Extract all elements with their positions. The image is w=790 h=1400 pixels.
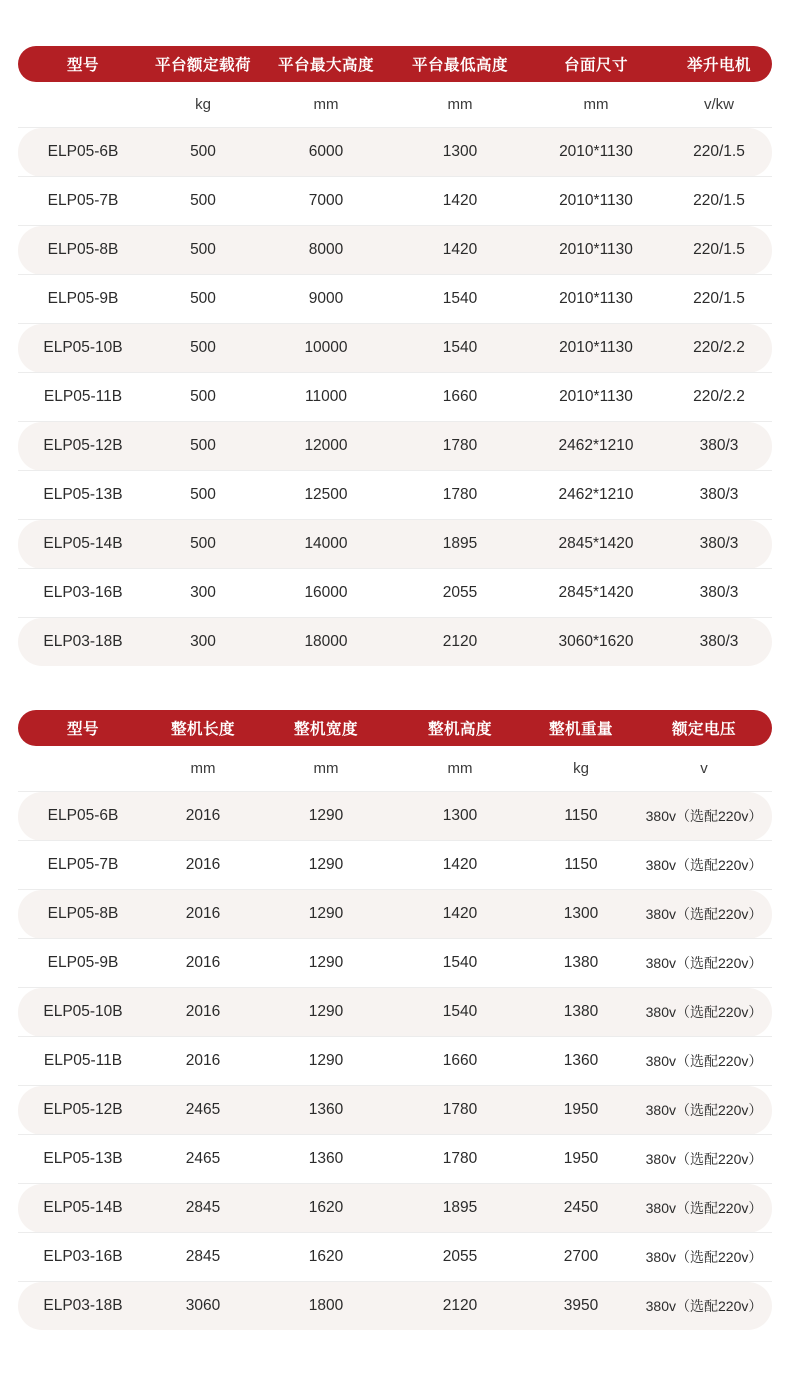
cell-model: ELP05-8B: [18, 890, 148, 939]
cell-machine-weight: 1950: [526, 1086, 636, 1135]
cell-min-height: 1780: [394, 471, 526, 520]
cell-model: ELP03-16B: [18, 569, 148, 618]
table-header-row: [18, 710, 772, 746]
cell-lift-motor: 220/1.5: [666, 177, 772, 226]
cell-max-height: 14000: [258, 520, 394, 569]
cell-rated-voltage: 380v（选配220v）: [636, 1184, 772, 1233]
cell-model: ELP05-13B: [18, 1135, 148, 1184]
cell-rated-load: 500: [148, 471, 258, 520]
cell-rated-load: 500: [148, 177, 258, 226]
cell-model: ELP05-8B: [18, 226, 148, 275]
unit-cell-model: [18, 746, 148, 792]
column-header-machine-weight: 整机重量: [526, 710, 636, 746]
unit-cell-model: [18, 82, 148, 128]
cell-model: ELP03-18B: [18, 1282, 148, 1331]
table-body: [18, 746, 772, 1330]
cell-machine-height: 1660: [394, 1037, 526, 1086]
column-header-lift-motor: 举升电机: [666, 46, 772, 82]
cell-rated-load: 500: [148, 128, 258, 177]
unit-row: [18, 82, 772, 128]
table-row: [18, 128, 772, 177]
cell-lift-motor: 380/3: [666, 618, 772, 667]
cell-max-height: 9000: [258, 275, 394, 324]
cell-machine-width: 1290: [258, 939, 394, 988]
table-row: [18, 471, 772, 520]
cell-model: ELP05-10B: [18, 324, 148, 373]
column-header-model: 型号: [18, 710, 148, 746]
cell-machine-weight: 1300: [526, 890, 636, 939]
table-row: [18, 422, 772, 471]
cell-rated-load: 500: [148, 226, 258, 275]
cell-machine-height: 1780: [394, 1135, 526, 1184]
cell-min-height: 2055: [394, 569, 526, 618]
cell-lift-motor: 220/1.5: [666, 226, 772, 275]
cell-rated-voltage: 380v（选配220v）: [636, 1086, 772, 1135]
cell-machine-length: 3060: [148, 1282, 258, 1331]
cell-max-height: 18000: [258, 618, 394, 667]
cell-model: ELP05-12B: [18, 422, 148, 471]
cell-machine-width: 1290: [258, 890, 394, 939]
table-row: [18, 1233, 772, 1282]
cell-machine-height: 1420: [394, 841, 526, 890]
unit-cell-lift-motor: v/kw: [666, 82, 772, 128]
cell-machine-height: 1540: [394, 988, 526, 1037]
table-header: [18, 46, 772, 82]
unit-cell-machine-length: mm: [148, 746, 258, 792]
cell-platform-size: 2010*1130: [526, 373, 666, 422]
table-header: [18, 710, 772, 746]
table-row: [18, 1184, 772, 1233]
cell-model: ELP05-14B: [18, 1184, 148, 1233]
cell-model: ELP05-9B: [18, 275, 148, 324]
cell-rated-load: 500: [148, 324, 258, 373]
cell-model: ELP05-7B: [18, 841, 148, 890]
cell-min-height: 1895: [394, 520, 526, 569]
cell-rated-load: 500: [148, 520, 258, 569]
cell-machine-height: 1895: [394, 1184, 526, 1233]
cell-lift-motor: 380/3: [666, 569, 772, 618]
cell-machine-height: 2055: [394, 1233, 526, 1282]
cell-machine-length: 2016: [148, 841, 258, 890]
cell-platform-size: 2845*1420: [526, 520, 666, 569]
column-header-min-height: 平台最低高度: [394, 46, 526, 82]
cell-rated-voltage: 380v（选配220v）: [636, 1233, 772, 1282]
unit-cell-rated-voltage: v: [636, 746, 772, 792]
cell-model: ELP03-16B: [18, 1233, 148, 1282]
cell-rated-load: 300: [148, 569, 258, 618]
cell-machine-width: 1360: [258, 1086, 394, 1135]
column-header-machine-height: 整机高度: [394, 710, 526, 746]
cell-rated-voltage: 380v（选配220v）: [636, 1135, 772, 1184]
cell-platform-size: 2010*1130: [526, 177, 666, 226]
unit-cell-max-height: mm: [258, 82, 394, 128]
cell-machine-length: 2016: [148, 1037, 258, 1086]
cell-machine-length: 2016: [148, 988, 258, 1037]
cell-machine-width: 1620: [258, 1184, 394, 1233]
cell-lift-motor: 220/2.2: [666, 373, 772, 422]
cell-lift-motor: 380/3: [666, 422, 772, 471]
cell-rated-load: 500: [148, 422, 258, 471]
cell-rated-load: 300: [148, 618, 258, 667]
cell-machine-length: 2845: [148, 1233, 258, 1282]
cell-platform-size: 2010*1130: [526, 275, 666, 324]
cell-machine-width: 1800: [258, 1282, 394, 1331]
cell-rated-load: 500: [148, 275, 258, 324]
cell-min-height: 1300: [394, 128, 526, 177]
cell-machine-weight: 1360: [526, 1037, 636, 1086]
table-row: [18, 988, 772, 1037]
cell-machine-weight: 1950: [526, 1135, 636, 1184]
cell-machine-width: 1290: [258, 841, 394, 890]
cell-lift-motor: 380/3: [666, 471, 772, 520]
table-row: [18, 226, 772, 275]
cell-min-height: 1660: [394, 373, 526, 422]
cell-rated-voltage: 380v（选配220v）: [636, 890, 772, 939]
table-row: [18, 1037, 772, 1086]
cell-platform-size: 2845*1420: [526, 569, 666, 618]
machine-dimension-table: [18, 710, 772, 1330]
cell-machine-length: 2845: [148, 1184, 258, 1233]
cell-min-height: 2120: [394, 618, 526, 667]
cell-machine-weight: 1380: [526, 939, 636, 988]
table-row: [18, 792, 772, 841]
cell-platform-size: 2010*1130: [526, 226, 666, 275]
cell-machine-width: 1360: [258, 1135, 394, 1184]
cell-lift-motor: 220/2.2: [666, 324, 772, 373]
unit-row: [18, 746, 772, 792]
column-header-model: 型号: [18, 46, 148, 82]
cell-machine-width: 1620: [258, 1233, 394, 1282]
cell-model: ELP05-6B: [18, 128, 148, 177]
table-row: [18, 275, 772, 324]
cell-machine-weight: 1150: [526, 792, 636, 841]
column-header-machine-width: 整机宽度: [258, 710, 394, 746]
cell-max-height: 16000: [258, 569, 394, 618]
cell-machine-length: 2016: [148, 792, 258, 841]
cell-machine-weight: 3950: [526, 1282, 636, 1331]
cell-machine-length: 2465: [148, 1135, 258, 1184]
cell-rated-voltage: 380v（选配220v）: [636, 841, 772, 890]
column-header-rated-load: 平台额定载荷: [148, 46, 258, 82]
cell-lift-motor: 380/3: [666, 520, 772, 569]
cell-rated-voltage: 380v（选配220v）: [636, 792, 772, 841]
cell-machine-weight: 2700: [526, 1233, 636, 1282]
platform-spec-table-block: [18, 0, 772, 666]
cell-max-height: 8000: [258, 226, 394, 275]
unit-cell-machine-height: mm: [394, 746, 526, 792]
cell-max-height: 7000: [258, 177, 394, 226]
cell-model: ELP05-12B: [18, 1086, 148, 1135]
cell-model: ELP05-11B: [18, 373, 148, 422]
cell-model: ELP05-9B: [18, 939, 148, 988]
unit-cell-min-height: mm: [394, 82, 526, 128]
cell-model: ELP05-7B: [18, 177, 148, 226]
cell-lift-motor: 220/1.5: [666, 275, 772, 324]
cell-machine-height: 2120: [394, 1282, 526, 1331]
cell-machine-height: 1300: [394, 792, 526, 841]
unit-cell-rated-load: kg: [148, 82, 258, 128]
cell-machine-width: 1290: [258, 1037, 394, 1086]
cell-rated-voltage: 380v（选配220v）: [636, 939, 772, 988]
column-header-max-height: 平台最大高度: [258, 46, 394, 82]
cell-min-height: 1420: [394, 177, 526, 226]
cell-model: ELP03-18B: [18, 618, 148, 667]
machine-dimension-table-block: [18, 666, 772, 1330]
cell-platform-size: 2010*1130: [526, 324, 666, 373]
table-row: [18, 618, 772, 667]
cell-max-height: 6000: [258, 128, 394, 177]
cell-machine-length: 2016: [148, 939, 258, 988]
cell-machine-width: 1290: [258, 792, 394, 841]
cell-lift-motor: 220/1.5: [666, 128, 772, 177]
cell-machine-length: 2465: [148, 1086, 258, 1135]
cell-rated-voltage: 380v（选配220v）: [636, 1037, 772, 1086]
cell-min-height: 1540: [394, 275, 526, 324]
cell-machine-length: 2016: [148, 890, 258, 939]
cell-platform-size: 2462*1210: [526, 471, 666, 520]
column-header-platform-size: 台面尺寸: [526, 46, 666, 82]
cell-machine-weight: 1380: [526, 988, 636, 1037]
cell-min-height: 1420: [394, 226, 526, 275]
cell-max-height: 10000: [258, 324, 394, 373]
cell-platform-size: 2462*1210: [526, 422, 666, 471]
cell-platform-size: 2010*1130: [526, 128, 666, 177]
cell-rated-voltage: 380v（选配220v）: [636, 988, 772, 1037]
cell-model: ELP05-14B: [18, 520, 148, 569]
cell-platform-size: 3060*1620: [526, 618, 666, 667]
table-row: [18, 373, 772, 422]
cell-rated-voltage: 380v（选配220v）: [636, 1282, 772, 1331]
table-body: [18, 82, 772, 666]
cell-machine-height: 1420: [394, 890, 526, 939]
cell-machine-weight: 2450: [526, 1184, 636, 1233]
cell-model: ELP05-13B: [18, 471, 148, 520]
cell-model: ELP05-10B: [18, 988, 148, 1037]
table-row: [18, 520, 772, 569]
cell-max-height: 12500: [258, 471, 394, 520]
cell-machine-height: 1780: [394, 1086, 526, 1135]
unit-cell-machine-weight: kg: [526, 746, 636, 792]
table-header-row: [18, 46, 772, 82]
cell-min-height: 1780: [394, 422, 526, 471]
table-row: [18, 1282, 772, 1331]
cell-rated-load: 500: [148, 373, 258, 422]
cell-model: ELP05-6B: [18, 792, 148, 841]
cell-machine-width: 1290: [258, 988, 394, 1037]
platform-spec-table: [18, 46, 772, 666]
cell-max-height: 11000: [258, 373, 394, 422]
table-row: [18, 890, 772, 939]
cell-machine-weight: 1150: [526, 841, 636, 890]
column-header-rated-voltage: 额定电压: [636, 710, 772, 746]
table-row: [18, 324, 772, 373]
column-header-machine-length: 整机长度: [148, 710, 258, 746]
cell-min-height: 1540: [394, 324, 526, 373]
table-row: [18, 1086, 772, 1135]
cell-max-height: 12000: [258, 422, 394, 471]
unit-cell-machine-width: mm: [258, 746, 394, 792]
table-row: [18, 841, 772, 890]
cell-model: ELP05-11B: [18, 1037, 148, 1086]
table-row: [18, 177, 772, 226]
table-row: [18, 1135, 772, 1184]
table-row: [18, 939, 772, 988]
table-row: [18, 569, 772, 618]
cell-machine-height: 1540: [394, 939, 526, 988]
unit-cell-platform-size: mm: [526, 82, 666, 128]
